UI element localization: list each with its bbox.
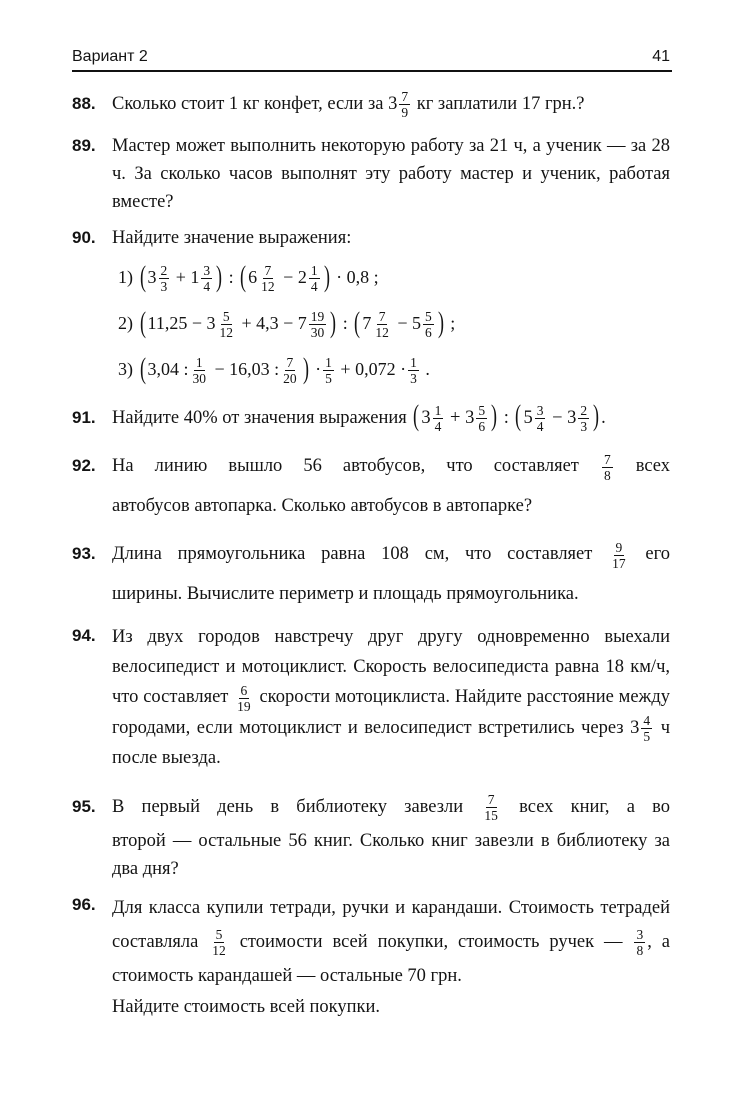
problem-text: ширины. Вычислите периметр и площадь прямоугольника. — [112, 584, 579, 605]
problem-number: 93. — [72, 544, 96, 564]
page-number: 41 — [652, 48, 670, 65]
problem-number: 94. — [72, 626, 96, 646]
problem-number: 89. — [72, 136, 96, 155]
problem-text: второй — остальные 56 книг. Сколько книг завезли в библиотеку за два дня? — [112, 830, 670, 879]
problem-text: Сколько стоит 1 кг конфет, если за — [112, 94, 384, 114]
fraction: $\frac{6}{19}$ — [237, 682, 251, 714]
page-header — [72, 48, 672, 72]
problem-text: автобусов автопарка. Сколько автобусов в автопарке? — [112, 496, 533, 517]
fraction: $\frac{7}{15}$ — [484, 792, 498, 824]
problem-number: 95. — [72, 796, 96, 816]
problem-text: Найдите стоимость всей покупки. — [112, 996, 381, 1017]
problem-text: Найдите значение выражения: — [112, 228, 352, 248]
fraction: $\frac{9}{17}$ — [612, 539, 626, 571]
problem-number: 96. — [72, 894, 96, 914]
fraction: $\frac{4}{5}$ — [643, 712, 651, 744]
problem-text: На линию вышло 56 автобусов, что составляет — [112, 456, 579, 477]
problem-91: 91. Найдите 40% от значения выражения ( 3 $\frac{1}{4}$ + 3 $\frac{5}{6}$ ) : ( 5 $\frac{3}{4}$ − 3 $\frac{2}{3}$ ) . — [72, 398, 670, 439]
fraction: $\frac{7}{9}$ — [401, 89, 409, 121]
fraction: $\frac{7}{8}$ — [603, 451, 611, 483]
whole-part: 3 — [388, 94, 398, 114]
problem-text: кг заплатили 17 грн.? — [416, 94, 585, 114]
problem-88 — [72, 84, 670, 124]
problem-89 — [72, 132, 670, 216]
problem-text: Из двух городов навстречу друг другу одновременно выехали велосипедист и мотоциклист. Скорость велосипедиста равна 18 км/ч, что составляет — [112, 627, 670, 708]
problem-text: Мастер может выполнить некоторую работу за 21 ч, а ученик — за 28 ч. За сколько часов выполнят эту работу мастер и ученик, работая вместе? — [112, 136, 670, 212]
problem-96: 96. Для класса купили тетради, ручки и карандаши. Стоимость тетрадей составляла $\frac{5}{12}$ стоимости всей покупки, стоимость ручек — $\frac{3}{8}$ , а стоимость карандашей — остальные 70 грн. Найдите стоимость всей покупки. — [72, 891, 670, 1021]
problem-90 — [72, 224, 670, 390]
problem-text: Для класса купили тетради, ручки и карандаши. Стоимость тетрадей составляла — [112, 897, 670, 952]
expression-3: 3) ( 3,04 : $\frac{1}{30}$ − 16,03 : $\frac{7}{20}$ ) · $\frac{1}{5}$ + 0,072 · $\frac{1}{3}$ . — [118, 351, 430, 387]
problem-95: 95. В первый день в библиотеку завезли $\frac{7}{15}$ всех книг, а во второй — остальные 56 книг. Сколько книг завезли в библиотеку за два дня? — [72, 787, 670, 883]
problem-93: 93. Длина прямоугольника равна 108 см, что составляет $\frac{9}{17}$ его ширины. Вычислите периметр и площадь прямоугольника. — [72, 534, 670, 614]
problem-number: 91. — [72, 407, 96, 427]
problem-92: 92. На линию вышло 56 автобусов, что составляет $\frac{7}{8}$ всех автобусов автопарка. Сколько автобусов в автопарке? — [72, 446, 670, 526]
fraction: $\frac{3}{8}$ — [636, 927, 644, 959]
expression-2: 2) ( 11,25 − 3 $\frac{5}{12}$ + 4,3 − 7 $\frac{19}{30}$ ) : ( 7 $\frac{7}{12}$ − 5 $\frac{5}{6}$ ) ; — [118, 305, 456, 341]
problem-text: В первый день в библиотеку завезли — [112, 796, 464, 817]
problem-number: 88. — [72, 94, 96, 113]
problem-number: 90. — [72, 228, 96, 247]
problems-list — [72, 84, 670, 1029]
problem-number: 92. — [72, 456, 96, 476]
variant-label: Вариант 2 — [72, 48, 148, 65]
problem-text: Найдите 40% от значения выражения — [112, 407, 407, 428]
problem-text: Длина прямоугольника равна 108 см, что составляет — [112, 544, 593, 565]
expression-1: 1) ( 3 $\frac{2}{3}$ + 1 $\frac{3}{4}$ ) : ( 6 $\frac{7}{12}$ − 2 $\frac{1}{4}$ ) · 0,8 ; — [118, 259, 379, 295]
fraction: $\frac{5}{12}$ — [212, 927, 226, 959]
problem-94: 94. Из двух городов навстречу друг другу одновременно выехали велосипедист и мотоциклист. Скорость велосипедиста равна 18 км/ч, что составляет $\frac{6}{19}$ скорости мотоциклиста. Найдите расстояние между городами, если мотоциклист и велосипедист встретились через 3 $\frac{4}{5}$ ч после выезда. — [72, 622, 670, 773]
